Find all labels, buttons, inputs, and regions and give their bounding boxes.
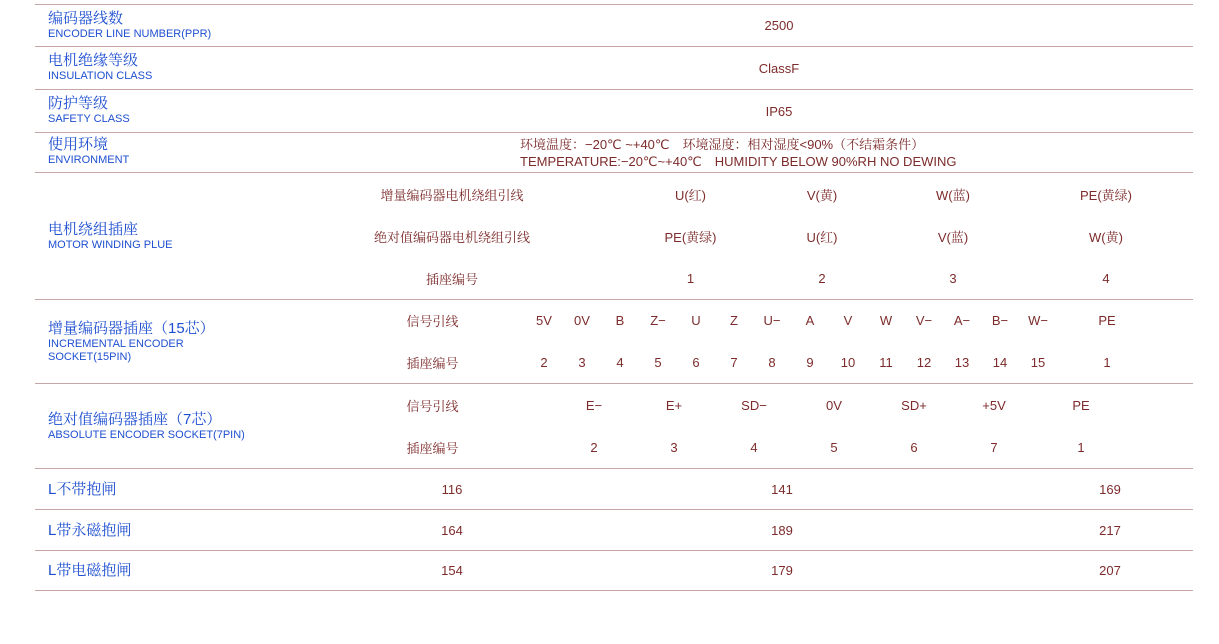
pin-subrow <box>340 353 1193 372</box>
length-cell: 141 <box>771 481 793 497</box>
subrow-label: 信号引线 <box>406 398 459 414</box>
signal-subrow <box>340 311 1193 330</box>
row-environment <box>35 132 1193 172</box>
pin-cell: 6 <box>910 439 918 455</box>
row-length-electromagnetic-brake <box>35 550 1193 590</box>
pin-cell: 5 <box>830 439 838 455</box>
pin-cell: 5 <box>654 354 662 370</box>
length-values <box>340 551 1193 590</box>
subrow-label: 插座编号 <box>406 440 459 456</box>
length-cell: 154 <box>441 563 463 578</box>
subrow-label: 插座编号 <box>406 355 459 371</box>
environment-line-zh: 环境温度：−20℃ ~+40℃ 环境湿度：相对湿度<90%（不结霜条件） <box>520 136 925 152</box>
wire-cell: PE(黄绿) <box>1079 187 1132 203</box>
label-en: INCREMENTAL ENCODER <box>48 338 184 350</box>
label-zh: 增量编码器插座（15芯） <box>48 320 215 337</box>
length-cell: 179 <box>771 563 793 578</box>
pin-cell: 6 <box>692 354 700 370</box>
label-zh: 防护等级 <box>48 95 109 112</box>
label-zh: 编码器线数 <box>48 10 124 27</box>
signal-cell: V− <box>915 313 933 329</box>
wire-cell: V(黄) <box>806 187 838 203</box>
row-label <box>35 5 340 46</box>
label-zh: 绝对值编码器插座（7芯） <box>48 411 222 428</box>
environment-value <box>340 133 1193 172</box>
signal-cell: 0V <box>574 313 590 329</box>
value-cell: IP65 <box>765 103 793 119</box>
motor-winding-table <box>340 173 1193 299</box>
signal-subrow <box>340 396 1193 415</box>
signal-cell: Z <box>730 313 738 329</box>
value-cell: ClassF <box>758 60 800 76</box>
pin-cell: 2 <box>590 439 598 455</box>
signal-cell: W− <box>1028 313 1048 329</box>
length-cell: 169 <box>1099 481 1121 497</box>
wire-cell: U(红) <box>806 229 838 245</box>
pin-cell: 4 <box>750 439 758 455</box>
pin-cell: 9 <box>806 354 814 370</box>
signal-cell: U <box>691 313 701 329</box>
pin-cell: 3 <box>670 439 678 455</box>
label-en: MOTOR WINDING PLUE <box>48 239 173 251</box>
row-motor-winding-plug <box>35 172 1193 299</box>
label-zh: L带永磁抱闸 <box>48 521 132 539</box>
label-en: ENCODER LINE NUMBER(PPR) <box>48 28 212 40</box>
label-en: ABSOLUTE ENCODER SOCKET(7PIN) <box>48 429 245 441</box>
pin-cell: 13 <box>954 354 970 370</box>
signal-cell: 5V <box>536 313 552 329</box>
signal-cell: E− <box>585 397 603 413</box>
subrow-label: 信号引线 <box>406 314 459 330</box>
wire-cell: V(蓝) <box>937 229 969 245</box>
signal-cell: W <box>879 313 893 329</box>
subrow-label: 增量编码器电机绕组引线 <box>380 187 524 203</box>
signal-cell: 0V <box>826 397 842 413</box>
label-en: SOCKET(15PIN) <box>48 351 132 363</box>
signal-cell: B <box>615 313 625 329</box>
length-cell: 217 <box>1099 522 1121 538</box>
pin-cell: 1 <box>1077 439 1085 455</box>
pin-cell: 2 <box>818 270 826 286</box>
row-label <box>35 300 340 383</box>
wire-cell: U(红) <box>674 187 707 203</box>
incremental-encoder-table <box>340 300 1193 383</box>
subrow-label: 插座编号 <box>425 271 478 287</box>
row-incremental-encoder-socket <box>35 299 1193 383</box>
length-cell: 207 <box>1099 563 1121 578</box>
environment-line-en: TEMPERATURE:−20℃~+40℃ HUMIDITY BELOW 90%RH NO DEWING <box>520 153 957 169</box>
pin-cell: 14 <box>992 354 1008 370</box>
row-safety-class <box>35 89 1193 132</box>
signal-cell: B− <box>991 313 1009 329</box>
row-insulation-class <box>35 46 1193 89</box>
row-length-no-brake <box>35 468 1193 509</box>
subrow-label: 绝对值编码器电机绕组引线 <box>373 229 530 245</box>
wire-cell: W(黄) <box>1089 229 1123 245</box>
label-zh: 电机绕组插座 <box>48 221 139 238</box>
signal-cell: U− <box>763 313 781 329</box>
pin-cell: 8 <box>768 354 776 370</box>
signal-cell: A− <box>953 313 971 329</box>
pin-cell: 2 <box>540 354 548 370</box>
label-en: ENVIRONMENT <box>48 154 130 166</box>
row-label <box>35 47 340 89</box>
signal-cell: SD− <box>741 397 767 413</box>
signal-cell: E+ <box>665 397 683 413</box>
motor-subrow-incremental <box>340 185 1193 204</box>
row-label <box>35 173 340 299</box>
label-en: SAFETY CLASS <box>48 113 130 125</box>
length-cell: 189 <box>771 522 793 538</box>
motor-subrow-pin-number <box>340 269 1193 288</box>
row-encoder-line-number <box>35 4 1193 46</box>
label-zh: L不带抱闸 <box>48 480 117 498</box>
label-zh: 使用环境 <box>48 136 109 153</box>
absolute-encoder-table <box>340 384 1193 468</box>
length-cell: 116 <box>441 481 463 497</box>
wire-cell: PE(黄绿) <box>664 229 717 245</box>
row-label <box>35 510 340 550</box>
pin-cell: 1 <box>1103 354 1111 370</box>
row-label <box>35 90 340 132</box>
pin-cell: 15 <box>1030 354 1046 370</box>
signal-cell: +5V <box>982 397 1006 413</box>
length-cell: 164 <box>441 522 463 538</box>
label-zh: 电机绝缘等级 <box>48 52 139 69</box>
length-values <box>340 469 1193 509</box>
pin-cell: 4 <box>1102 270 1110 286</box>
signal-cell: A <box>805 313 815 329</box>
label-zh: L带电磁抱闸 <box>48 562 132 579</box>
signal-cell: V <box>843 313 853 329</box>
row-label <box>35 469 340 509</box>
pin-cell: 12 <box>916 354 932 370</box>
pin-cell: 3 <box>578 354 586 370</box>
length-values <box>340 510 1193 550</box>
pin-cell: 7 <box>730 354 738 370</box>
pin-cell: 1 <box>686 270 695 286</box>
motor-subrow-absolute <box>340 227 1193 246</box>
pin-cell: 3 <box>949 270 957 286</box>
row-length-permanent-magnet-brake <box>35 509 1193 550</box>
row-absolute-encoder-socket <box>35 383 1193 468</box>
label-en: INSULATION CLASS <box>48 70 153 82</box>
pin-subrow <box>340 438 1193 457</box>
signal-cell: PE <box>1072 397 1090 413</box>
pin-cell: 4 <box>616 354 624 370</box>
value-cell: 2500 <box>764 18 794 33</box>
pin-cell: 7 <box>990 439 998 455</box>
wire-cell: W(蓝) <box>936 187 970 203</box>
row-label <box>35 551 340 590</box>
pin-cell: 11 <box>879 354 893 370</box>
signal-cell: PE <box>1098 313 1116 329</box>
row-label <box>35 384 340 468</box>
pin-cell: 10 <box>840 354 856 370</box>
spec-table <box>35 4 1193 591</box>
signal-cell: Z− <box>650 313 666 329</box>
signal-cell: SD+ <box>901 397 927 413</box>
row-label <box>35 133 340 172</box>
